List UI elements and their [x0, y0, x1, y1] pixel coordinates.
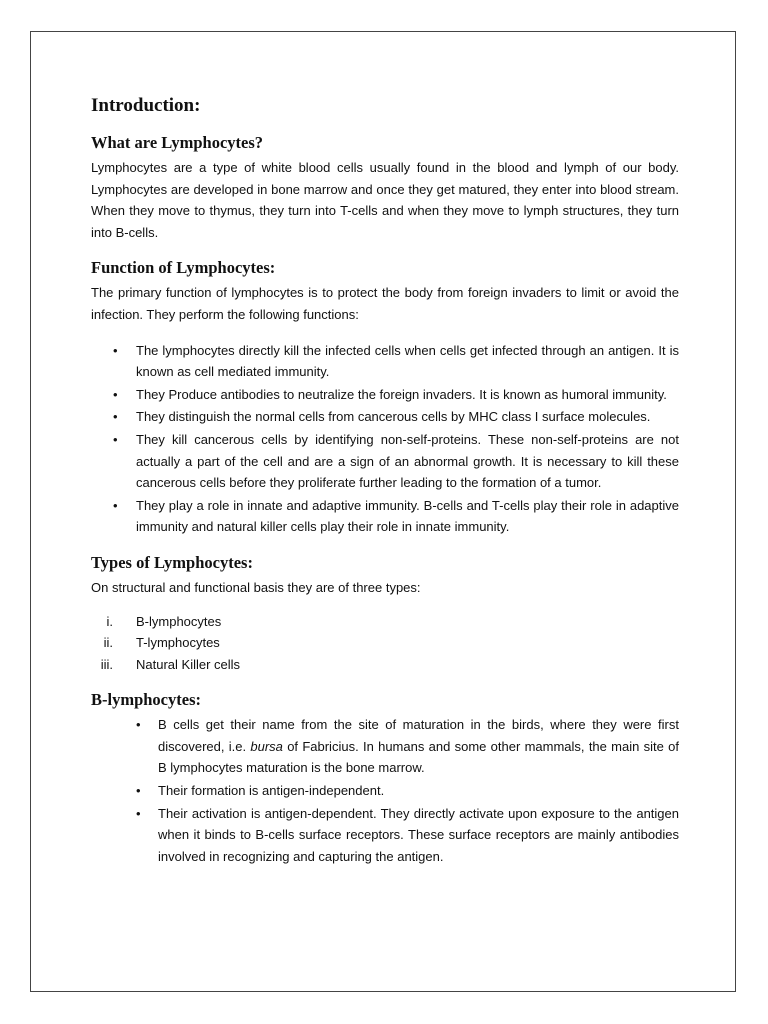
italic-term: bursa: [250, 738, 283, 754]
list-item-text: of Fabricius. In humans and some other mammals, the main site of B lymphocytes maturation is the bone marrow.: [158, 738, 679, 776]
list-item: [91, 632, 679, 654]
bullet-icon: •: [136, 783, 141, 799]
list-item: [91, 406, 679, 428]
list-item-text: They distinguish the normal cells from cancerous cells by MHC class I surface molecules.: [136, 409, 651, 425]
bullet-icon: •: [113, 497, 118, 513]
list-item: [91, 340, 679, 383]
list-item: [91, 714, 679, 779]
list-item-text: T-lymphocytes: [136, 635, 220, 651]
section-paragraph: Lymphocytes are a type of white blood cells usually found in the blood and lymph of our body. Lymphocytes are developed in bone marrow and once they get matured, they enter into blood stream. When they move to thymus, they turn into T-cells and when they move to lymph structures, they turn into B-cells.: [91, 160, 679, 240]
list-item-text: Their formation is antigen-independent.: [158, 783, 385, 799]
bullet-icon: •: [113, 431, 118, 447]
list-item-text: They Produce antibodies to neutralize the foreign invaders. It is known as humoral immunity.: [136, 386, 667, 402]
list-item: [91, 780, 679, 802]
list-number: i.: [106, 613, 113, 629]
list-item: [91, 495, 679, 538]
function-bullet-list: [91, 340, 679, 538]
document-page: [30, 31, 736, 992]
bullet-icon: •: [113, 409, 118, 425]
b-lymphocytes-bullet-list: [91, 714, 679, 867]
section-b-lymphocytes: [91, 689, 679, 867]
types-numbered-list: [91, 611, 679, 676]
section-heading: B-lymphocytes:: [91, 690, 201, 710]
list-item: [91, 611, 679, 633]
list-item-text: B-lymphocytes: [136, 613, 222, 629]
list-item: [91, 654, 679, 676]
bullet-icon: •: [113, 342, 118, 358]
list-item-text: They play a role in innate and adaptive immunity. B-cells and T-cells play their role in adaptive immunity and natural killer cells play their role in innate immunity.: [136, 497, 679, 535]
section-what-are-lymphocytes: [91, 132, 679, 243]
section-heading: Types of Lymphocytes:: [91, 552, 253, 572]
section-heading: What are Lymphocytes?: [91, 133, 264, 152]
list-item-text: Natural Killer cells: [136, 656, 241, 672]
document-content: [91, 94, 679, 881]
list-item-text: B cells get their name from the site of maturation in the birds, where they were first discovered, i.e.: [158, 717, 679, 754]
page-title: Introduction:: [91, 95, 201, 116]
section-types-of-lymphocytes: [91, 552, 679, 675]
list-item-text: They kill cancerous cells by identifying non-self-proteins. These non-self-proteins are not actually a part of the cell and are a sign of an abnormal growth. It is necessary to kill these cancerous cells before they proliferate further leading to the formation of a tumor.: [136, 431, 679, 491]
list-item: [91, 384, 679, 406]
list-item: [91, 429, 679, 494]
section-heading: Function of Lymphocytes:: [91, 258, 276, 278]
section-paragraph: On structural and functional basis they are of three types:: [91, 579, 421, 595]
list-item: [91, 803, 679, 868]
bullet-icon: •: [113, 386, 118, 402]
list-number: iii.: [100, 656, 113, 672]
section-function-of-lymphocytes: [91, 257, 679, 538]
section-paragraph: The primary function of lymphocytes is to protect the body from foreign invaders to limit or avoid the infection. They perform the following functions:: [91, 285, 679, 322]
list-item-text: Their activation is antigen-dependent. They directly activate upon exposure to the antigen when it binds to B-cells surface receptors. These surface receptors are mainly antibodies involved in recognizing and capturing the antigen.: [158, 805, 679, 864]
bullet-icon: •: [136, 717, 141, 733]
list-item-text: The lymphocytes directly kill the infected cells when cells get infected through an antigen. It is known as cell mediated immunity.: [136, 342, 679, 380]
bullet-icon: •: [136, 805, 141, 821]
list-number: ii.: [103, 635, 113, 651]
